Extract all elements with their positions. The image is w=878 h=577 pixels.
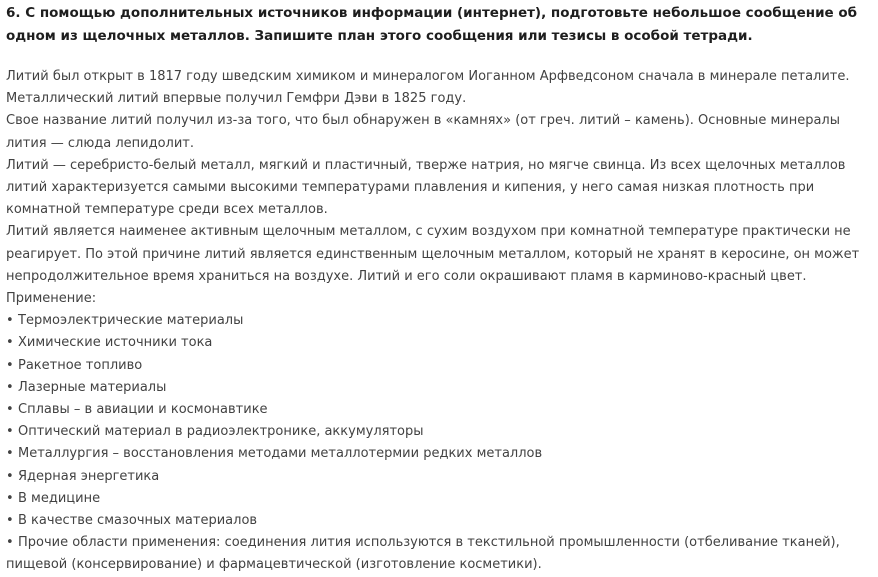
bullet-icon: • xyxy=(6,357,14,373)
bullet-icon: • xyxy=(6,379,14,395)
task-heading: 6. С помощью дополнительных источников информации (интернет), подготовьте небольшое сообщение об одном из щелочных металлов. Запишите план этого сообщения или тезисы в особой тетради. xyxy=(6,5,858,44)
bullet-icon: • xyxy=(6,335,14,351)
application-list xyxy=(6,310,872,576)
bullet-icon: • xyxy=(6,468,14,484)
list-item xyxy=(6,310,872,332)
list-item-text: В качестве смазочных материалов xyxy=(18,513,258,529)
list-item xyxy=(6,488,872,510)
bullet-icon: • xyxy=(6,402,14,418)
list-item-text: Термоэлектрические материалы xyxy=(18,313,244,329)
bullet-icon: • xyxy=(6,313,14,329)
list-item xyxy=(6,510,872,532)
list-item-text: Ракетное топливо xyxy=(18,357,143,373)
list-item-text: В медицине xyxy=(18,490,101,506)
list-item xyxy=(6,355,872,377)
list-item-text: Сплавы – в авиации и космонавтике xyxy=(18,402,268,418)
list-item xyxy=(6,421,872,443)
bullet-icon: • xyxy=(6,490,14,506)
paragraph-reactivity: Литий является наименее активным щелочным металлом, с сухим воздухом при комнатной температуре практически не реагирует. По этой причине литий является единственным щелочным металлом, который не хранят в керосине, он может непродолжительное время храниться на воздухе. Литий и его соли окрашивают пламя в карминово-красный цвет. xyxy=(6,224,860,284)
list-item-text: Химические источники тока xyxy=(18,335,213,351)
application-heading: Применение: xyxy=(6,291,97,307)
bullet-icon: • xyxy=(6,513,14,529)
list-item xyxy=(6,443,872,465)
list-item xyxy=(6,377,872,399)
list-item xyxy=(6,532,872,576)
bullet-icon: • xyxy=(6,535,14,551)
paragraph-discovery: Литий был открыт в 1817 году шведским химиком и минералогом Иоганном Арфведсоном сначала в минерале петалите. Металлический литий впервые получил Гемфри Дэви в 1825 году. xyxy=(6,69,850,107)
list-item-text: Оптический материал в радиоэлектронике, аккумуляторы xyxy=(18,424,424,440)
list-item-text: Лазерные материалы xyxy=(18,379,167,395)
list-item-text: Металлургия – восстановления методами металлотермии редких металлов xyxy=(18,446,543,462)
bullet-icon: • xyxy=(6,424,14,440)
bullet-icon: • xyxy=(6,446,14,462)
paragraph-name-origin: Свое название литий получил из-за того, что был обнаружен в «камнях» (от греч. литий – камень). Основные минералы лития — слюда лепидолит. xyxy=(6,113,840,151)
list-item xyxy=(6,399,872,421)
paragraph-properties: Литий — серебристо-белый металл, мягкий и пластичный, тверже натрия, но мягче свинца. Из всех щелочных металлов литий характеризуется самыми высокими температурами плавления и кипения, у него самая низкая плотность при комнатной температуре среди всех металлов. xyxy=(6,157,846,218)
list-item-text: Прочие области применения: соединения лития используются в текстильной промышленности (отбеливание тканей), пищевой (консервирование) и фармацевтической (изготовление косметики). xyxy=(6,535,840,573)
article-body xyxy=(6,66,872,577)
list-item xyxy=(6,332,872,354)
list-item xyxy=(6,466,872,488)
list-item-text: Ядерная энергетика xyxy=(18,468,160,484)
